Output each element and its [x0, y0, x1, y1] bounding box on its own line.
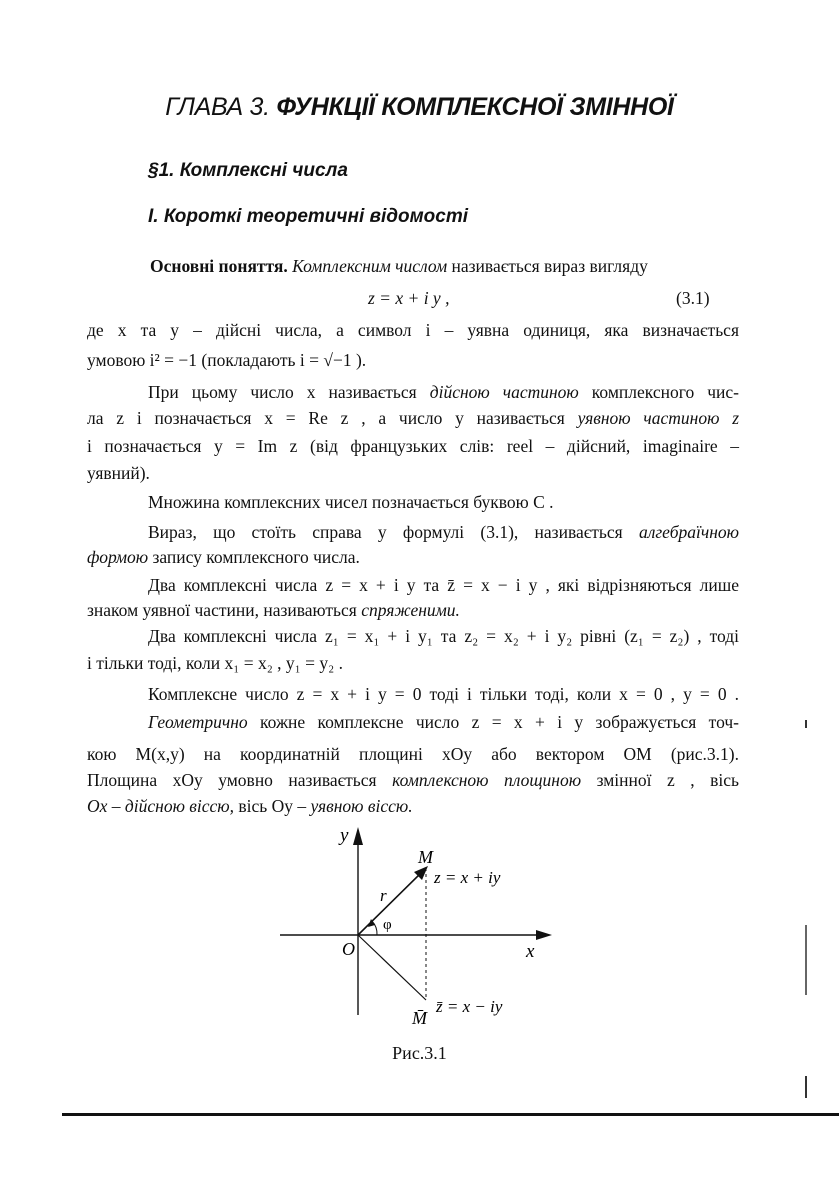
scan-mark — [805, 720, 807, 728]
text-fragment: комплексного чис- — [578, 382, 739, 402]
text-line-8 — [148, 522, 739, 543]
term-algebraic: алгебраїчною — [638, 522, 739, 542]
chapter-title: ФУНКЦІЇ КОМПЛЕКСНОЇ ЗМІННОЇ — [276, 93, 674, 121]
text-fragment: ла z і позначається x = Re z , а число y називається — [87, 408, 578, 428]
text-fragment: кожне комплексне число z = x + i y зображується точ- — [247, 712, 739, 732]
text-line-5: і позначається y = Im z (від французьких слів: reel – дійсний, imaginaire – — [87, 436, 739, 456]
text-line-18 — [87, 796, 413, 817]
chapter-prefix: ГЛАВА 3. — [165, 93, 270, 121]
term-form: формою — [87, 547, 149, 567]
text-fragment: Площина xOy умовно називається — [87, 770, 393, 790]
text-line-12: Два комплексні числа z₁ = x₁ + i y₁ та z₂ = x₂ + i y₂ рівні (z₁ = z₂) , тоді — [148, 626, 739, 646]
y-axis-arrow-icon — [353, 827, 363, 845]
paragraph-text: називається вираз вигляду — [447, 256, 648, 276]
text-line-9 — [87, 547, 360, 568]
y-axis-label: y — [340, 825, 349, 846]
text-line-10: Два комплексні числа z = x + i y та z̄ = x − i y , які відрізняються лише — [148, 575, 739, 595]
radius-label: r — [380, 886, 387, 905]
paragraph-basic-concepts — [150, 256, 648, 277]
text-line-11 — [87, 600, 460, 621]
x-axis-arrow-icon — [536, 930, 552, 940]
text-line-14: Комплексне число z = x + i y = 0 тоді і тільки тоді, коли x = 0 , y = 0 . — [148, 684, 739, 704]
point-m-bar-label: M̄ — [412, 1008, 427, 1028]
point-m-label: M — [418, 847, 433, 867]
angle-label: φ — [383, 917, 392, 933]
text-line-15 — [148, 712, 739, 733]
term-complex-plane: комплексною площиною — [392, 770, 582, 790]
chapter-heading — [0, 93, 839, 122]
text-line-7: Множина комплексних чисел позначається буквою C . — [148, 492, 554, 512]
formula-number-3-1: (3.1) — [676, 288, 710, 308]
text-fragment: вісь Oy – — [234, 796, 311, 816]
z-equation-label: z = x + iy — [434, 868, 501, 887]
scan-mark — [805, 925, 807, 995]
text-fragment: z — [719, 408, 739, 428]
text-line-3 — [148, 382, 739, 403]
text-line-2: умовою i² = −1 (покладають i = √−1 ). — [87, 350, 367, 370]
text-line-13: і тільки тоді, коли x₁ = x₂ , y₁ = y₂ . — [87, 653, 344, 673]
x-axis-label: x — [526, 941, 535, 962]
text-line-6: уявний). — [87, 463, 150, 483]
page-bottom-rule — [62, 1113, 839, 1116]
text-fragment: При цьому число x називається — [148, 382, 430, 402]
origin-label: O — [342, 939, 355, 959]
section-heading: §1. Комплексні числа — [148, 160, 348, 181]
text-line-17 — [87, 770, 739, 791]
vector-om-bar — [358, 935, 426, 1000]
term-imaginary-axis: уявною віссю. — [310, 796, 413, 816]
text-fragment: Вираз, що стоїть справа у формулі (3.1), називається — [148, 522, 639, 542]
text-fragment: запису комплексного числа. — [148, 547, 360, 567]
zbar-equation-label: z̄ = x − iy — [436, 997, 503, 1016]
term-imaginary-part: уявною частиною — [577, 408, 720, 428]
text-line-4 — [87, 408, 739, 429]
scan-mark — [805, 1076, 807, 1098]
term-real-axis: Ox – дійсною віссю, — [87, 796, 234, 816]
term-complex-number: Комплексним числом — [292, 256, 448, 276]
formula-3-1: z = x + i y , — [368, 288, 450, 308]
term-geometrically: Геометрично — [148, 712, 248, 732]
complex-plane-figure — [260, 815, 570, 1030]
text-fragment: змінної z , вісь — [581, 770, 739, 790]
subsection-heading: І. Короткі теоретичні відомості — [148, 206, 469, 227]
text-line-1: де x та y – дійсні числа, а символ i – уявна одиниця, яка визначається — [87, 320, 739, 340]
term-real-part: дійсною частиною — [429, 382, 579, 402]
term-conjugate: спряженими. — [361, 600, 460, 620]
text-line-16: кою M(x,y) на координатній площині xOy або вектором OM (рис.3.1). — [87, 744, 739, 764]
figure-caption: Рис.3.1 — [392, 1043, 447, 1063]
term-basic-concepts: Основні поняття. — [150, 256, 288, 276]
text-fragment: знаком уявної частини, називаються — [87, 600, 362, 620]
